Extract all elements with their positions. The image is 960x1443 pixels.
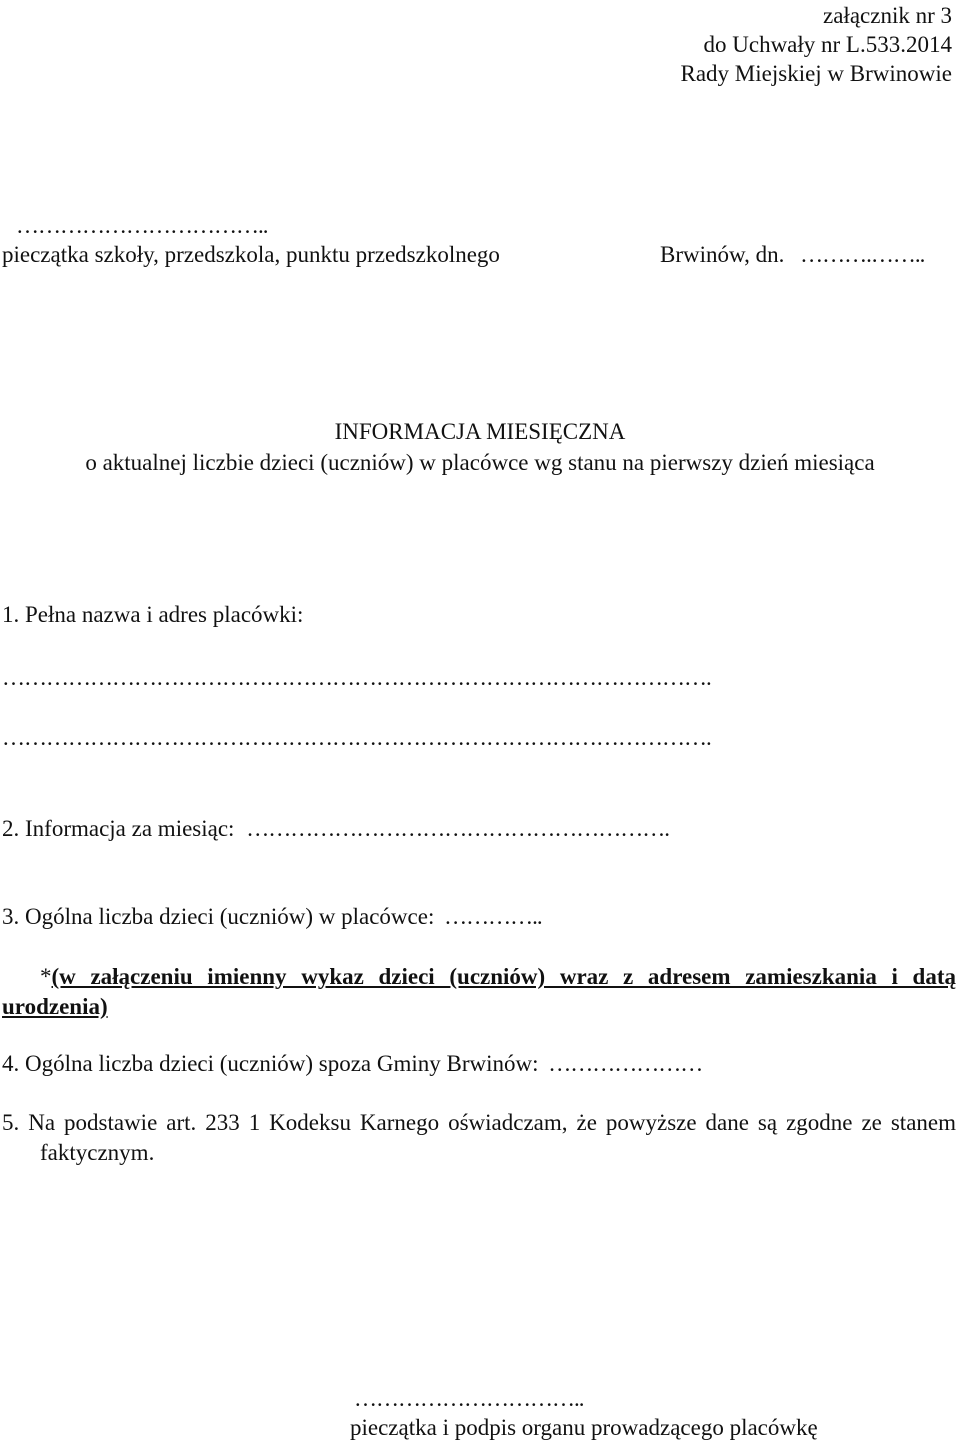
signature-dots: ………………………….. <box>354 1386 584 1411</box>
item-1-label: 1. Pełna nazwa i adres placówki: <box>2 602 304 627</box>
item-3-note <box>2 962 956 1022</box>
page-title: INFORMACJA MIESIĘCZNA <box>334 419 626 444</box>
page-subtitle: o aktualnej liczbie dzieci (uczniów) w placówce wg stanu na pierwszy dzień miesiąca <box>85 449 875 475</box>
attachment-line: do Uchwały nr L.533.2014 <box>703 31 952 57</box>
item-2 <box>2 815 669 844</box>
item-1-dots-line: ……………………………………………………………………………………. <box>2 665 711 690</box>
date-dots: ……….…….. <box>800 242 925 267</box>
attachment-reference <box>681 2 953 88</box>
item-1-dots-line: ……………………………………………………………………………………. <box>2 725 711 750</box>
item-3 <box>2 903 542 932</box>
stamp-block <box>2 212 500 270</box>
note-text: (w załączeniu imienny wykaz dzieci (uczniów) wraz z adresem zamieszkania i datą urodzenia) <box>2 964 956 1019</box>
item-3-label: 3. Ogólna liczba dzieci (uczniów) w placówce: <box>2 904 435 929</box>
signature-label: pieczątka i podpis organu prowadzącego placówkę <box>350 1414 818 1440</box>
item-4 <box>2 1050 702 1079</box>
item-5-declaration: 5. Na podstawie art. 233 1 Kodeksu Karnego oświadczam, że powyższe dane są zgodne ze stanem faktycznym. <box>2 1110 956 1165</box>
item-2-dots: …………………………………………………. <box>246 816 669 841</box>
date-block <box>660 241 924 270</box>
signature-block <box>350 1385 818 1443</box>
item-3-dots: ………….. <box>444 904 542 929</box>
stamp-dots: …………………………….. <box>16 213 268 238</box>
date-label: Brwinów, dn. <box>660 242 785 267</box>
item-2-label: 2. Informacja za miesiąc: <box>2 816 235 841</box>
item-4-dots: ………………… <box>548 1051 703 1076</box>
attachment-line: załącznik nr 3 <box>823 3 952 28</box>
note-star: * <box>40 964 52 989</box>
item-4-label: 4. Ogólna liczba dzieci (uczniów) spoza Gminy Brwinów: <box>2 1051 539 1076</box>
document-title <box>0 418 960 478</box>
stamp-label: pieczątka szkoły, przedszkola, punktu przedszkolnego <box>2 241 500 267</box>
attachment-line: Rady Miejskiej w Brwinowie <box>680 60 952 86</box>
